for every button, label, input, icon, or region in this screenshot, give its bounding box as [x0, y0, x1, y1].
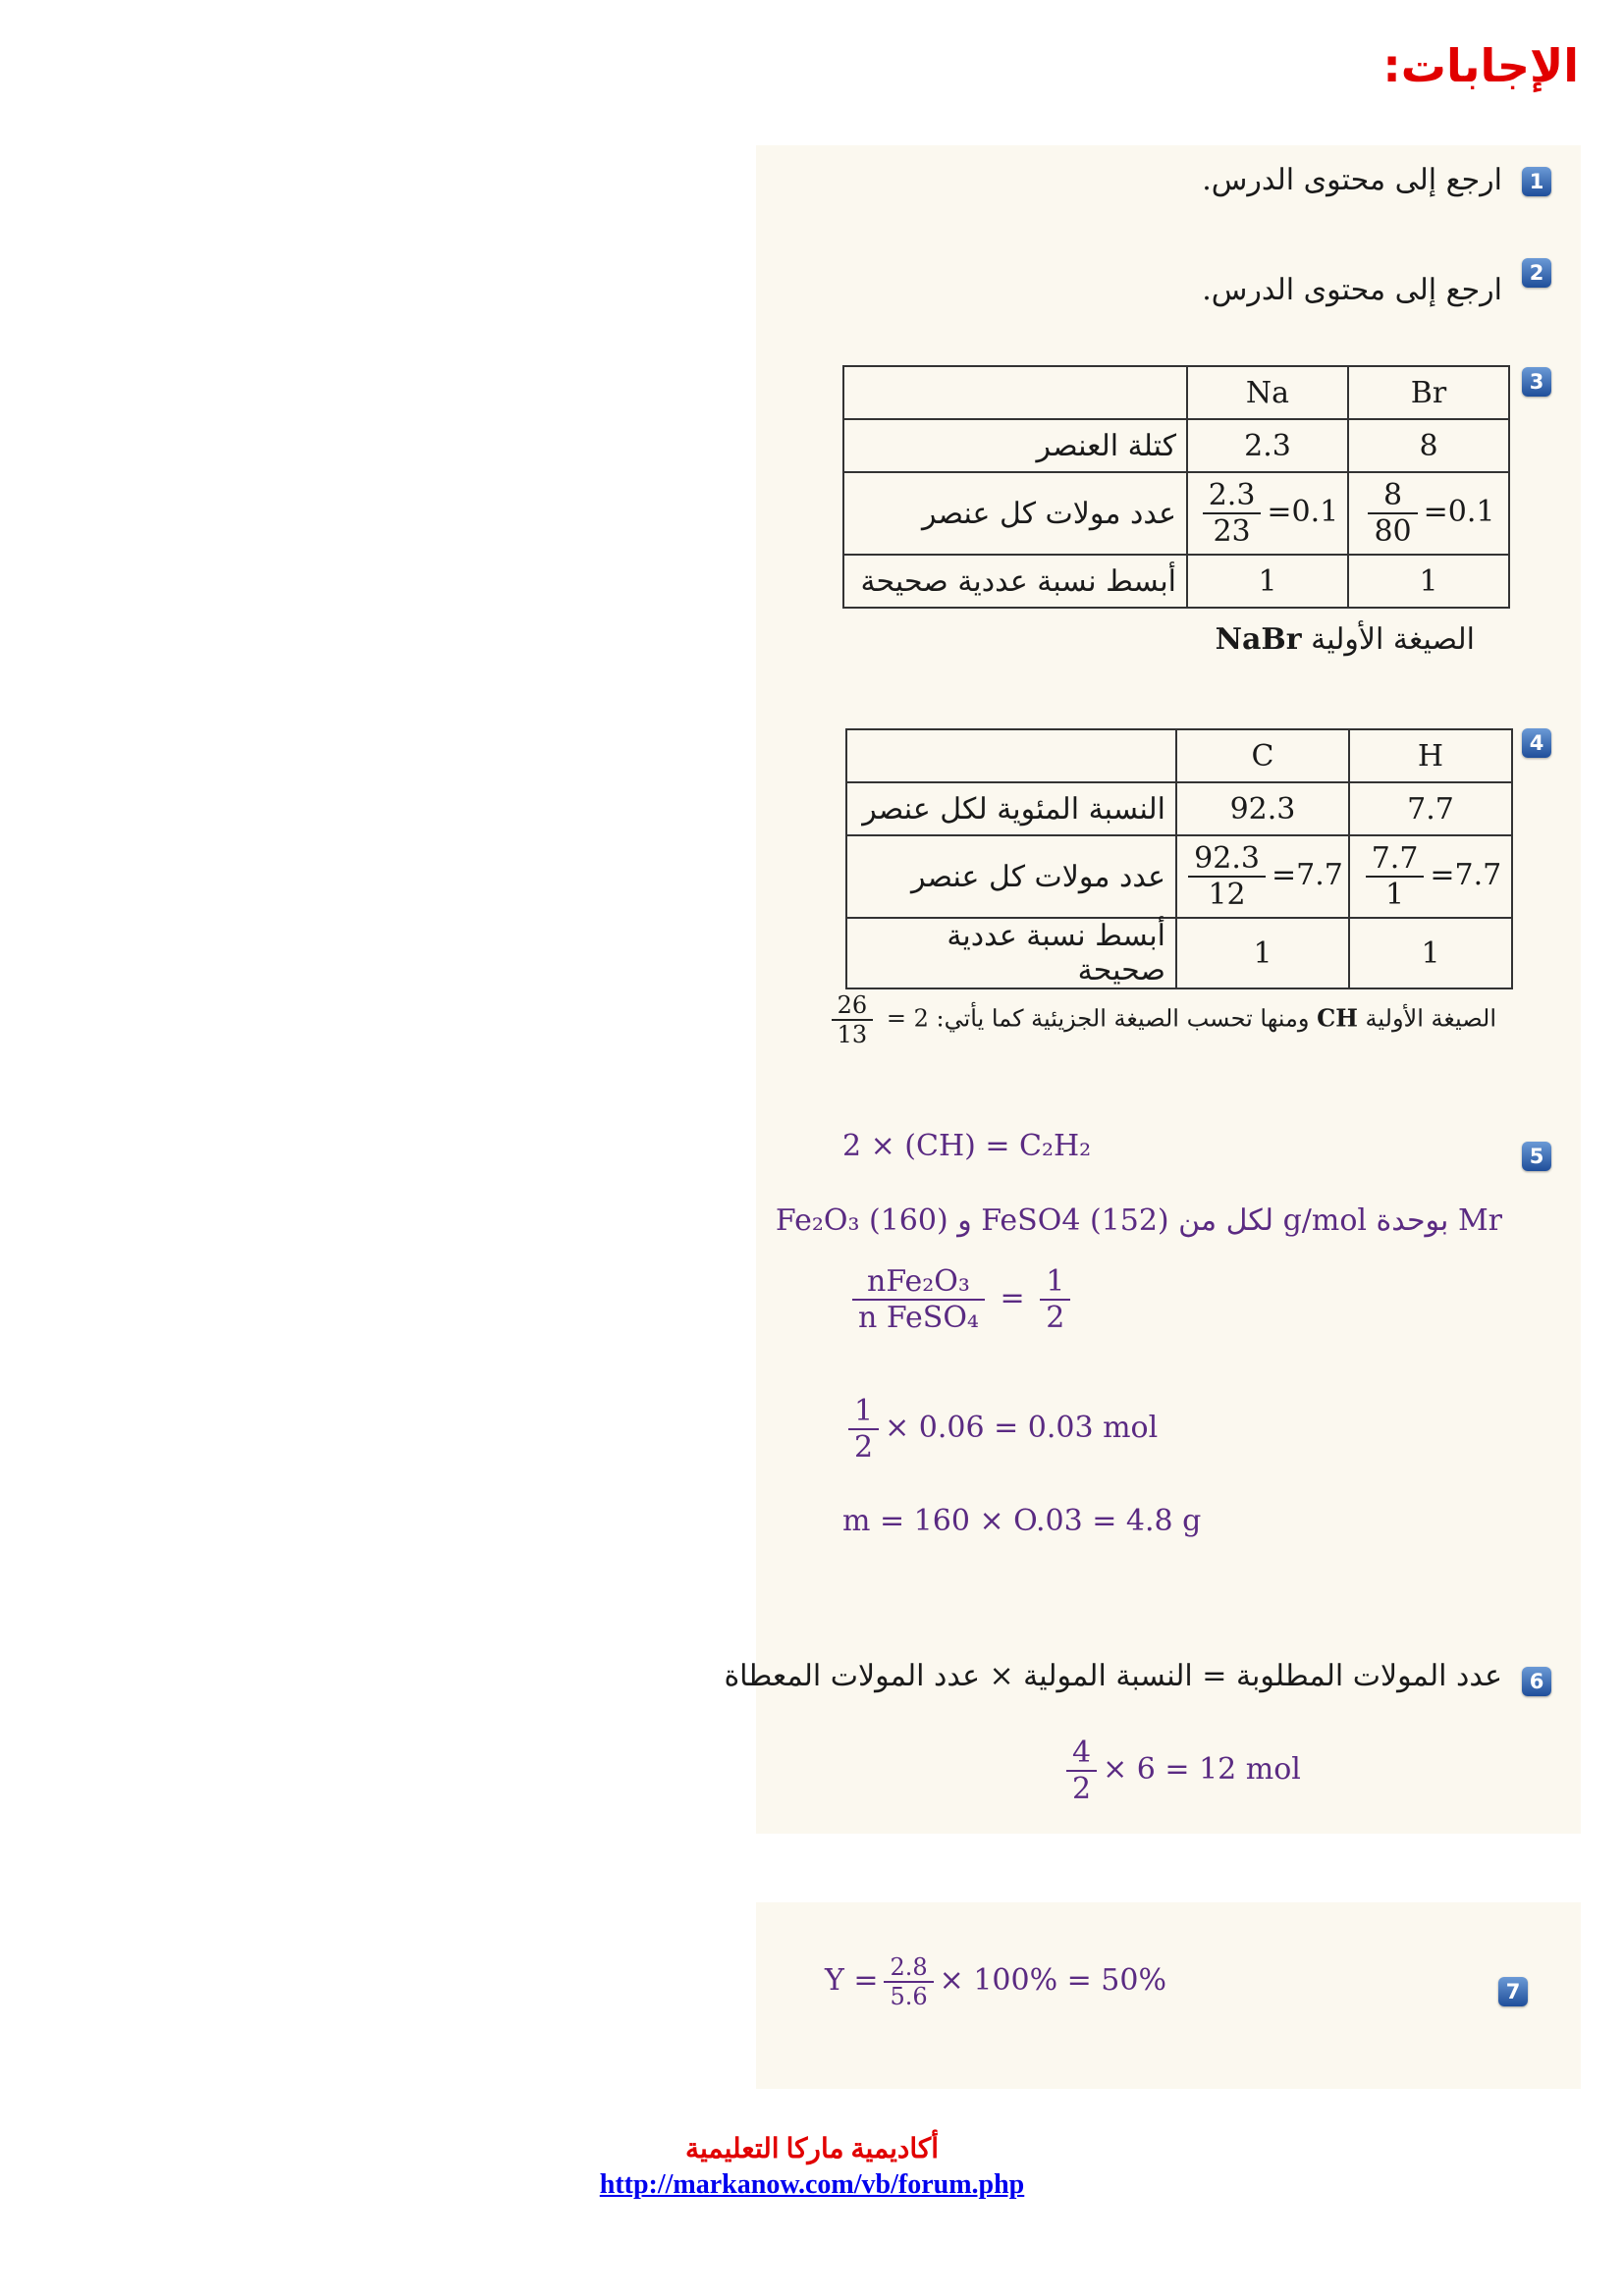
c-moles-denominator: 12 [1208, 878, 1246, 912]
cell-br-mass: 8 [1348, 419, 1509, 472]
row-label-moles: عدد مولات كل عنصر [846, 835, 1176, 918]
answer-number-7-badge: 7 [1498, 1977, 1528, 2006]
na-moles-result: =0.1 [1267, 495, 1339, 529]
table-header-c: C [1176, 729, 1349, 782]
row-label-percent: النسبة المئوية لكل عنصر [846, 782, 1176, 835]
h-moles-numerator: 7.7 [1366, 841, 1425, 878]
cell-br-moles [1348, 472, 1509, 555]
table-header-empty [843, 366, 1187, 419]
answer-5-molecular-formula: 2 × (CH) = C₂H₂ [842, 1129, 1092, 1163]
table-header-h: H [1349, 729, 1512, 782]
na-moles-numerator: 2.3 [1203, 478, 1262, 514]
answer-number-1-badge: 1 [1522, 167, 1551, 196]
answer-1-text: ارجع إلى محتوى الدرس. [1202, 163, 1502, 197]
answer-number-2-badge: 2 [1522, 258, 1551, 288]
answer-number-6-badge: 6 [1522, 1667, 1551, 1696]
na-moles-denominator: 23 [1213, 514, 1251, 549]
row-label-moles: عدد مولات كل عنصر [843, 472, 1187, 555]
calc1-numerator: 1 [848, 1394, 879, 1430]
table-header-empty [846, 729, 1176, 782]
calc1-rest: × 0.06 = 0.03 mol [885, 1411, 1159, 1445]
note-prefix: الصيغة الأولية [1365, 1004, 1496, 1033]
br-moles-denominator: 80 [1374, 514, 1412, 549]
answer-7-yield-calc [825, 1953, 1166, 2010]
ratio-left-denominator: n FeSO₄ [858, 1301, 979, 1335]
ratio-denominator: 13 [837, 1021, 868, 1048]
calc1-denominator: 2 [854, 1430, 874, 1465]
answer-5-molar-masses: Mr بوحدة g/mol لكل من FeSO4 (152) و Fe₂O₃ (160) [775, 1203, 1502, 1238]
note-suffix: ومنها تحسب الصيغة الجزيئية كما يأتي: 2 = [886, 1004, 1310, 1033]
table-header-na: Na [1187, 366, 1348, 419]
cell-na-moles [1187, 472, 1348, 555]
answer-number-4-badge: 4 [1522, 728, 1551, 758]
a7-frac-denominator: 5.6 [890, 1983, 928, 2010]
answer-3-empirical-formula [1216, 622, 1475, 657]
answer-2-text: ارجع إلى محتوى الدرس. [1202, 273, 1502, 307]
cell-h-ratio: 1 [1349, 918, 1512, 988]
cell-h-percent: 7.7 [1349, 782, 1512, 835]
a6-frac-numerator: 4 [1066, 1735, 1097, 1772]
answer-5-moles-calc [842, 1394, 1158, 1465]
answer-6-text: عدد المولات المطلوبة = النسبة المولية × عدد المولات المعطاة [724, 1659, 1502, 1693]
ratio-left-numerator: nFe₂O₃ [852, 1264, 985, 1301]
answer-3-table [842, 365, 1510, 609]
answer-5-mole-ratio [846, 1264, 1076, 1335]
cell-c-percent: 92.3 [1176, 782, 1349, 835]
row-label-mass: كتلة العنصر [843, 419, 1187, 472]
table-header-br: Br [1348, 366, 1509, 419]
h-moles-denominator: 1 [1385, 878, 1405, 912]
cell-h-moles [1349, 835, 1512, 918]
cell-na-mass: 2.3 [1187, 419, 1348, 472]
note-formula: CH [1317, 1003, 1358, 1033]
c-moles-result: =7.7 [1271, 858, 1343, 892]
a6-calc-rest: × 6 = 12 mol [1103, 1752, 1301, 1787]
ratio-equals: = [1000, 1281, 1025, 1315]
answer-number-3-badge: 3 [1522, 367, 1551, 397]
empirical-label: الصيغة الأولية [1311, 622, 1475, 657]
ratio-right-denominator: 2 [1046, 1301, 1065, 1335]
footer-link-row [0, 2169, 1624, 2201]
row-label-ratio: أبسط نسبة عددية صحيحة [843, 555, 1187, 608]
answer-4-note [826, 991, 1496, 1048]
cell-c-ratio: 1 [1176, 918, 1349, 988]
footer-academy-name: أكاديمية ماركا التعليمية [684, 2134, 940, 2164]
cell-c-moles [1176, 835, 1349, 918]
answer-6-calc [1060, 1735, 1301, 1806]
a7-rest: × 100% = 50% [939, 1963, 1166, 1998]
answer-4-table [845, 728, 1513, 989]
br-moles-numerator: 8 [1368, 478, 1417, 514]
cell-na-ratio: 1 [1187, 555, 1348, 608]
page-title: الإجابات: [1382, 39, 1579, 92]
cell-br-ratio: 1 [1348, 555, 1509, 608]
a7-frac-numerator: 2.8 [884, 1953, 933, 1983]
answer-number-5-badge: 5 [1522, 1142, 1551, 1171]
answer-5-mass-calc: m = 160 × O.03 = 4.8 g [842, 1504, 1202, 1538]
br-moles-result: =0.1 [1423, 495, 1495, 529]
empirical-formula: NaBr [1215, 622, 1302, 657]
a7-prefix: Y = [825, 1963, 879, 1998]
c-moles-numerator: 92.3 [1188, 841, 1266, 878]
ratio-numerator: 26 [832, 991, 874, 1021]
ratio-right-numerator: 1 [1040, 1264, 1070, 1301]
h-moles-result: =7.7 [1430, 858, 1502, 892]
a6-frac-denominator: 2 [1072, 1772, 1092, 1806]
footer-forum-link[interactable]: http://markanow.com/vb/forum.php [599, 2169, 1025, 2200]
row-label-ratio: أبسط نسبة عددية صحيحة [846, 918, 1176, 988]
